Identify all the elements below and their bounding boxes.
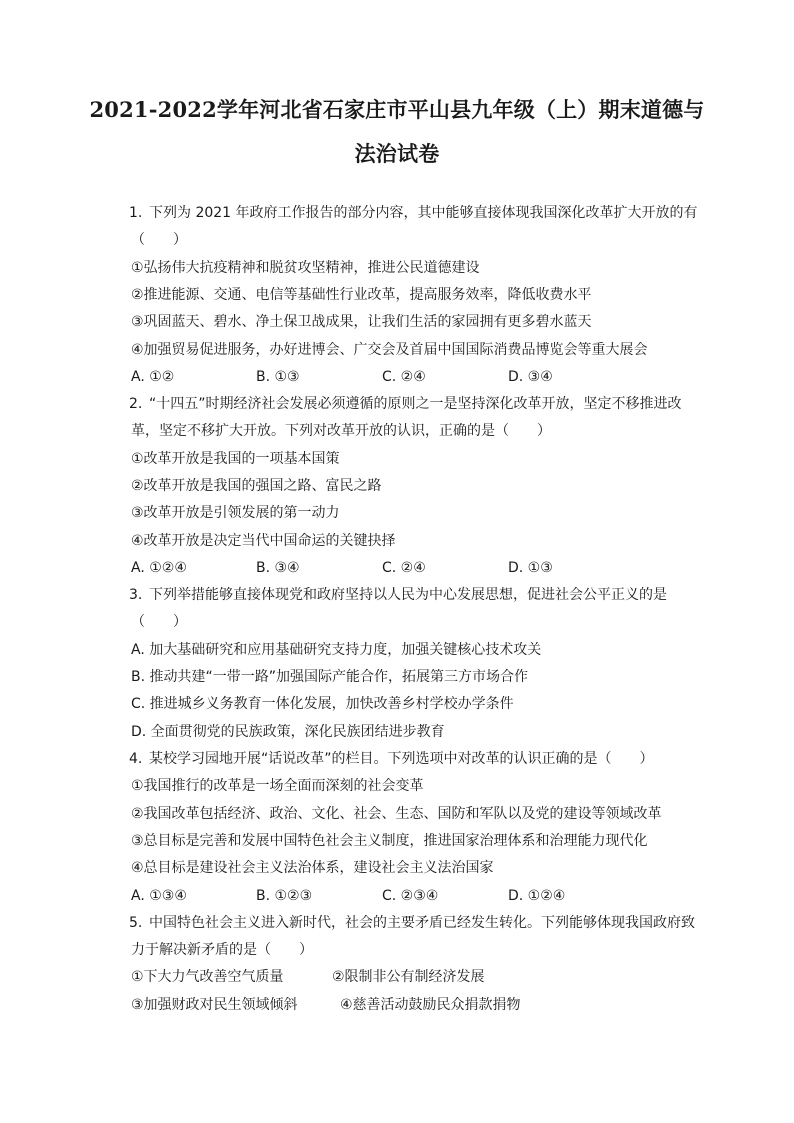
option-d[interactable]: D. ①②④ [508,888,566,904]
option-b[interactable]: B. ①③ [256,369,300,385]
statement-item: ③加强财政对民生领域倾斜 [131,997,298,1013]
stem-line-2: 力于解决新矛盾的是（ ） [131,942,313,958]
statement-item: ①下大力气改善空气质量 [131,969,284,985]
statement-item: ②改革开放是我国的强国之路、富民之路 [131,478,382,494]
option-d[interactable]: D. 全面贯彻党的民族政策，深化民族团结进步教育 [131,724,445,740]
statement-item: ①弘扬伟大抗疫精神和脱贫攻坚精神，推进公民道德建设 [131,260,480,276]
option-a[interactable]: A. ①③④ [131,888,187,904]
option-d[interactable]: D. ①③ [508,560,553,576]
statement-item: ③总目标是完善和发展中国特色社会主义制度，推进国家治理体系和治理能力现代化 [131,833,648,849]
question-number: 5. [129,915,143,931]
question-number: 3. [129,587,143,603]
option-a[interactable]: A. ①② [131,369,175,385]
exam-title-line2: 法治试卷 [354,141,440,166]
option-b[interactable]: B. 推动共建“一带一路”加强国际产能合作，拓展第三方市场合作 [131,669,529,685]
stem-line-2: （ ） [131,614,187,630]
question-stem [129,394,682,414]
statement-item: ④改革开放是决定当代中国命运的关键抉择 [131,533,396,549]
question-stem [129,913,695,933]
statement-item: ④慈善活动鼓励民众捐款捐物 [340,997,521,1013]
stem-line-1: 下列举措能够直接体现党和政府坚持以人民为中心发展思想，促进社会公平正义的是 [149,587,667,603]
stem-line-1: 中国特色社会主义进入新时代，社会的主要矛盾已经发生转化。下列能够体现我国政府致 [149,915,695,931]
statement-item: ②我国改革包括经济、政治、文化、社会、生态、国防和军队以及党的建设等领域改革 [131,806,662,822]
option-a[interactable]: A. 加大基础研究和应用基础研究支持力度，加强关键核心技术攻关 [131,642,542,658]
question-number: 1. [129,205,143,221]
option-b[interactable]: B. ①②③ [256,888,313,904]
statement-item: ②限制非公有制经济发展 [332,969,485,985]
stem-line-1: 某校学习园地开展“话说改革”的栏目。下列选项中对改革的认识正确的是（ ） [149,751,654,767]
question-stem [129,749,654,769]
option-c[interactable]: C. ②④ [382,369,426,385]
question-number: 4. [129,751,143,767]
option-b[interactable]: B. ③④ [256,560,300,576]
exam-title-line1: 2021-2022学年河北省石家庄市平山县九年级（上）期末道德与 [89,97,705,122]
option-c[interactable]: C. ②④ [382,560,426,576]
stem-line-2: 革，坚定不移扩大开放。下列对改革开放的认识，正确的是（ ） [131,423,551,439]
option-d[interactable]: D. ③④ [508,369,553,385]
statement-item: ④总目标是建设社会主义法治体系，建设社会主义法治国家 [131,860,494,876]
statement-item: ③改革开放是引领发展的第一动力 [131,505,340,521]
question-number: 2. [129,396,143,412]
statement-item: ①我国推行的改革是一场全面而深刻的社会变革 [131,778,424,794]
question-stem [129,203,698,223]
statement-item: ④加强贸易促进服务，办好进博会、广交会及首届中国国际消费品博览会等重大展会 [131,342,648,358]
statement-item: ①改革开放是我国的一项基本国策 [131,451,340,467]
statement-item: ②推进能源、交通、电信等基础性行业改革，提高服务效率，降低收费水平 [131,287,592,303]
question-stem [129,585,667,605]
option-c[interactable]: C. 推进城乡义务教育一体化发展，加快改善乡村学校办学条件 [131,696,514,712]
stem-line-1: “十四五”时期经济社会发展必须遵循的原则之一是坚持深化改革开放，坚定不移推进改 [149,396,682,412]
statement-item: ③巩固蓝天、碧水、净土保卫战成果，让我们生活的家园拥有更多碧水蓝天 [131,314,592,330]
stem-line-2: （ ） [131,232,187,248]
option-a[interactable]: A. ①②④ [131,560,187,576]
stem-line-1: 下列为 2021 年政府工作报告的部分内容，其中能够直接体现我国深化改革扩大开放的有 [149,205,698,221]
option-c[interactable]: C. ②③④ [382,888,439,904]
